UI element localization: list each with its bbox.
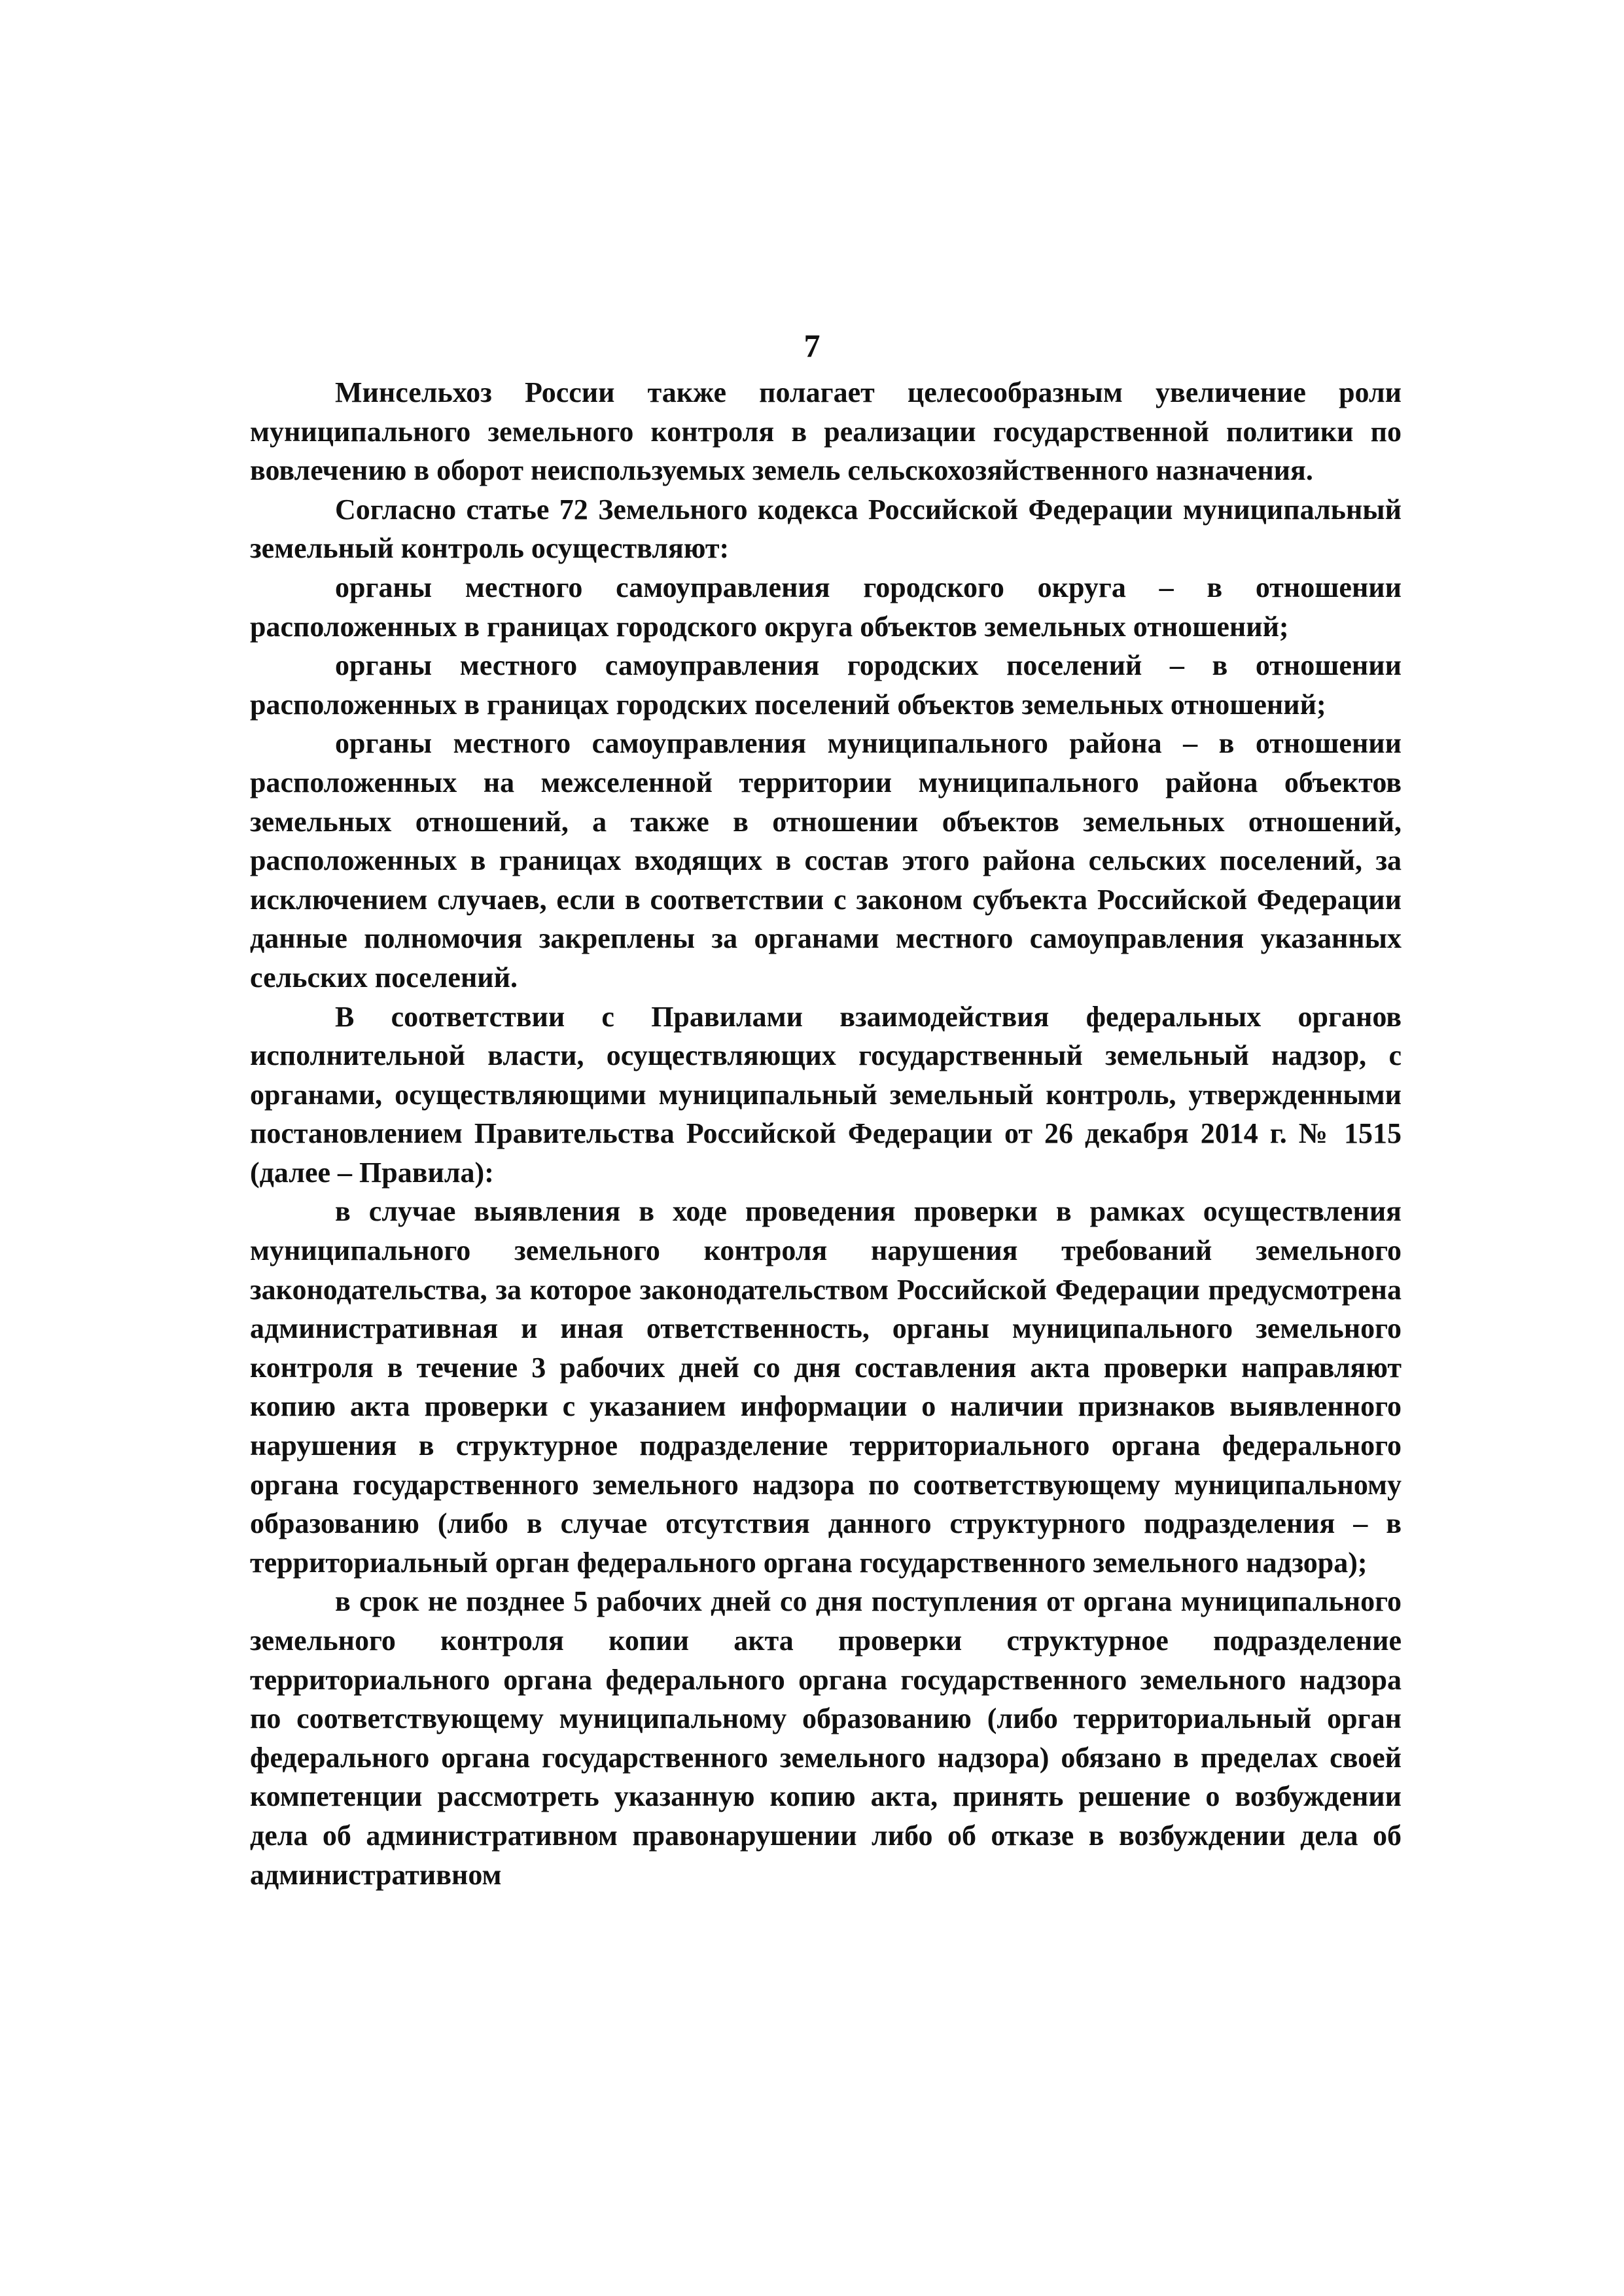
paragraph-4: органы местного самоуправления городских поселений – в отношении расположенных в границах городских поселений объектов земельных отношений;	[250, 649, 1402, 721]
paragraph-5: органы местного самоуправления муниципального района – в отношении расположенных на межселенной территории муниципального района объектов земельных отношений, а также в отношении объектов земельных отношений, расположенных в границах входящих в состав этого района сельских поселений, за исключением случаев, если в соответствии с законом субъекта Российской Федерации данные полномочия закреплены за органами местного самоуправления указанных сельских поселений.	[250, 727, 1402, 994]
paragraph-6: В соответствии с Правилами взаимодействия федеральных органов исполнительной власти, осуществляющих государственный земельный надзор, с органами, осуществляющими муниципальный земельный контроль, утвержденными постановлением Правительства Российской Федерации от 26 декабря 2014 г. № 1515 (далее – Правила):	[250, 1000, 1402, 1189]
page-number: 7	[803, 327, 821, 364]
document-body	[250, 373, 1402, 1894]
paragraph-3: органы местного самоуправления городского округа – в отношении расположенных в границах городского округа объектов земельных отношений;	[250, 571, 1402, 643]
paragraph-8: в срок не позднее 5 рабочих дней со дня поступления от органа муниципального земельного контроля копии акта проверки структурное подразделение территориального органа федерального органа государственного земельного надзора по соответствующему муниципальному образованию (либо территориальный орган федерального органа государственного земельного надзора) обязано в пределах своей компетенции рассмотреть указанную копию акта, принять решение о возбуждении дела об административном правонарушении либо об отказе в возбуждении дела об административном	[250, 1585, 1402, 1891]
paragraph-7: в случае выявления в ходе проведения проверки в рамках осуществления муниципального земельного контроля нарушения требований земельного законодательства, за которое законодательством Российской Федерации предусмотрена административная и иная ответственность, органы муниципального земельного контроля в течение 3 рабочих дней со дня составления акта проверки направляют копию акта проверки с указанием информации о наличии признаков выявленного нарушения в структурное подразделение территориального органа федерального органа государственного земельного надзора по соответствующему муниципальному образованию (либо в случае отсутствия данного структурного подразделения – в территориальный орган федерального органа государственного земельного надзора);	[250, 1195, 1402, 1579]
paragraph-2: Согласно статье 72 Земельного кодекса Российской Федерации муниципальный земельный контроль осуществляют:	[250, 493, 1402, 565]
paragraph-1: Минсельхоз России также полагает целесообразным увеличение роли муниципального земельного контроля в реализации государственной политики по вовлечению в оборот неиспользуемых земель сельскохозяйственного назначения.	[250, 376, 1402, 487]
